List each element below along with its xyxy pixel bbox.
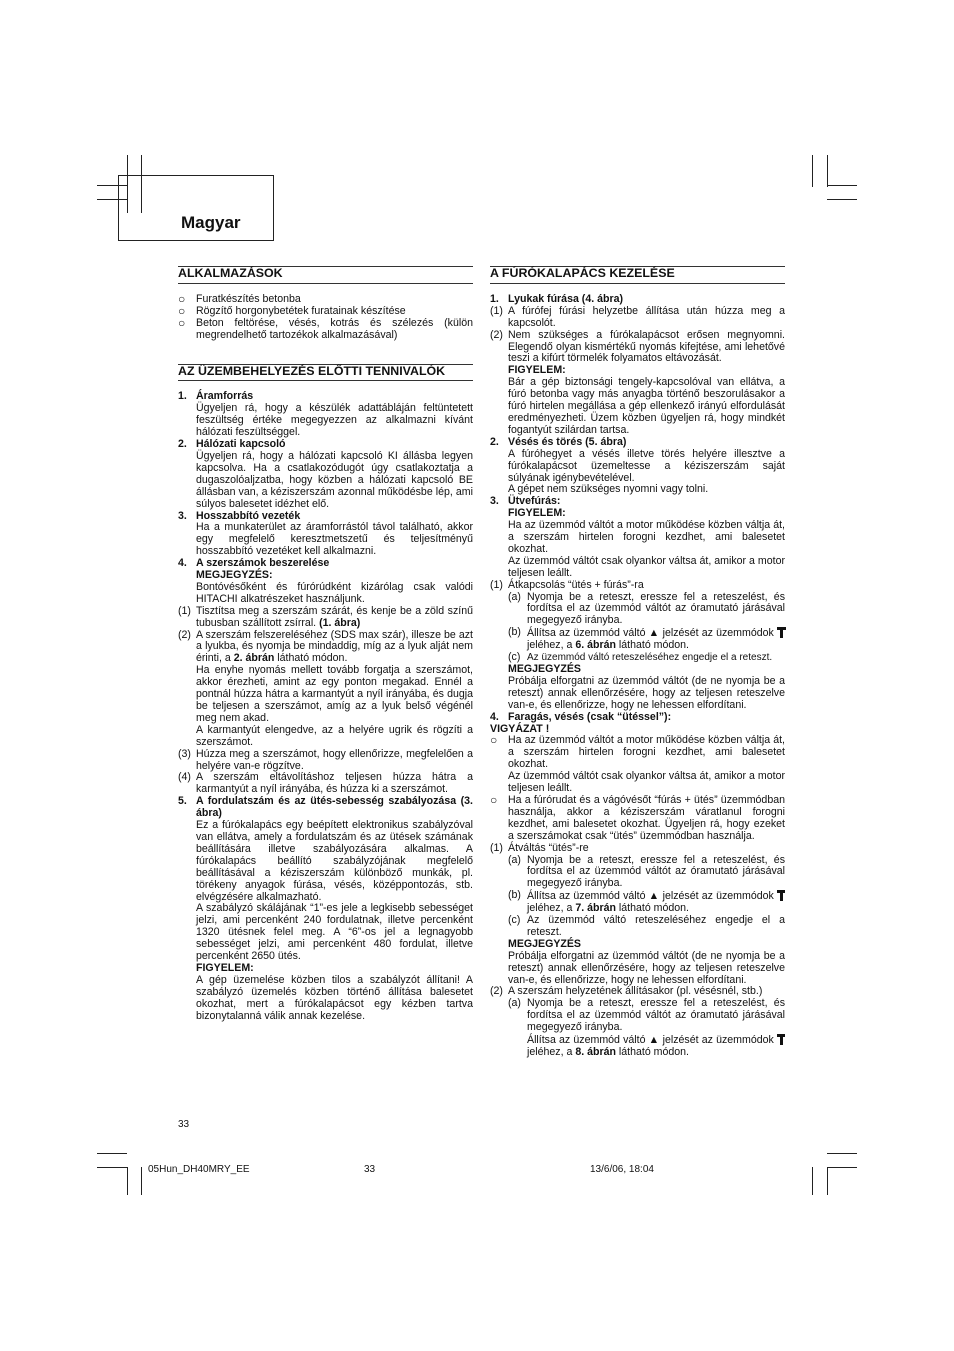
list-item: ○ Ha a fúrórudat és a vágóvésőt “fúrás + ütés” üzemmódban használja, akkor a kéziszerszám váratlanul forogni kezdhet, ami balesetet okozhat. Ügyeljen rá, hogy ezeket a szerszámokat csak “ütés” üzemmódban használja. xyxy=(490,792,785,842)
section-title: 2. Hálózati kapcsoló xyxy=(178,438,286,451)
hammer-mode-icon xyxy=(777,1034,785,1045)
list-item: (1) A fúrófej fúrási helyzetbe állítása után húzza meg a kapcsolót. xyxy=(490,304,785,329)
sheet-number: 33 xyxy=(364,1164,376,1175)
list-item: (1) Átváltás “ütés”-re xyxy=(490,841,589,854)
paragraph: Bontóvésőként és fúrórúdként kizárólag csak valódi HITACHI alkatrészeket használjunk. xyxy=(196,580,473,605)
crop-mark xyxy=(127,1167,128,1195)
paragraph: A gépet nem szükséges nyomni vagy tolni. xyxy=(508,483,709,496)
section-title: 1. Áramforrás xyxy=(178,390,254,403)
list-item: (b) Állítsa az üzemmód váltó ▲ jelzését az üzemmódok jeléhez, a 6. ábrán látható módon. xyxy=(508,627,785,652)
list-item: (1) Átkapcsolás “ütés + fúrás”-ra xyxy=(490,578,644,591)
crop-mark xyxy=(827,1167,828,1195)
section-title: 4. Faragás, vésés (csak “ütéssel”): xyxy=(490,710,672,723)
paragraph: Bár a gép biztonsági tengely-kapcsolóval van ellátva, a fúró betonba vagy más anyagba történő beszorulásakor a fúró hirtelen megállása a gép ellenkező irányú elfordulását eredményezheti. Üzem közben ügyeljen rá, hogy mindkét fogantyút szilárdan tartsa. xyxy=(508,376,785,436)
timestamp: 13/6/06, 18:04 xyxy=(590,1164,654,1175)
paragraph: A karmantyút elengedve, az a helyére ugrik és rögzíti a szerszámot. xyxy=(196,723,473,748)
list-item: (1) Tisztítsa meg a szerszám szárát, és kenje be a zöld színű tubusban szállított zsírral. (1. ábra) xyxy=(178,604,473,629)
left-column xyxy=(178,266,473,1022)
paragraph: Az üzemmód váltót csak olyankor váltsa át, amikor a motor teljesen leállt. xyxy=(508,554,785,579)
crop-mark xyxy=(827,199,857,200)
paragraph: Ügyeljen rá, hogy a készülék adattábláján feltüntetett feszültség értéke megegyezzen az alkalmazni kívánt hálózati feszültséggel. xyxy=(196,402,473,439)
list-item: (2) A szerszám helyzetének állításakor (pl. vésésnél, stb.) xyxy=(490,985,763,998)
paragraph: Ha a munkaterület az áramforrástól távol található, akkor egy megfelelő keresztmetszetű és teljesítményű hosszabbító vezetéket kell alkalmazni. xyxy=(196,521,473,558)
list-item: (4) A szerszám eltávolításhoz teljesen húzza hátra a karmantyút a nyíl irányába, és húzza ki a szerszámot. xyxy=(178,771,473,796)
section-title: 1. Lyukak fúrása (4. ábra) xyxy=(490,292,624,305)
list-item: (a) Nyomja be a reteszt, eressze fel a reteszelést, és fordítsa el az üzemmód váltót az óramutató járásával megegyező irányba. xyxy=(508,997,785,1034)
operation-heading: A FÚRÓKALAPÁCS KEZELÉSE xyxy=(490,266,785,284)
section-title: 3. Hosszabbító vezeték xyxy=(178,509,301,522)
paragraph: Ez a fúrókalapács egy beépített elektronikus szabályzóval van ellátva, amely a fordulatszám és az ütések számának beállítására illetve szabályozására alkalmas. A fúrókalapács beállító szabályzójának megfelelő beállításával a kéziszerszám különböző munkák, pl. törékeny anyagok fúrása, vésés, középpontozás, stb. elvégzésére alkalmazható. xyxy=(196,819,473,903)
list-item: (2) Nem szükséges a fúrókalapácsot erősen megnyomni. Elegendő olyan kismértékű nyomás kifejtése, ami lehetővé teszi a kifúrt törmelék folyamatos eltávozását. xyxy=(490,328,785,365)
section-title: 3. Ütvefúrás: xyxy=(490,495,561,508)
crop-mark xyxy=(812,155,813,187)
section-title: 2. Vésés és törés (5. ábra) xyxy=(490,435,627,448)
caution-label: FIGYELEM: xyxy=(508,364,566,377)
right-column xyxy=(490,266,785,1059)
page-number: 33 xyxy=(178,1119,190,1130)
list-item: (c) Az üzemmód váltó reteszeléséhez engedje el a reteszt. xyxy=(508,914,785,938)
list-item: ○ Beton feltörése, vésés, kotrás és szélezés (külön megrendelhető tartozékok alkalmazásával) xyxy=(178,315,473,341)
paragraph: Ügyeljen rá, hogy a hálózati kapcsoló KI állásba legyen kapcsolva. Ha a csatlakozódugót úgy csatlakoztatja a dugaszolóaljzatba, hogy közben a hálózati kapcsoló BE állásban van, a kéziszerszám azonnal működésbe lép, ami súlyos balesetet idézhet elő. xyxy=(196,449,473,510)
note-label: MEGJEGYZÉS: xyxy=(196,569,273,582)
paragraph: A fúróhegyet a vésés illetve törés helyére illesztve a fúrókalapácsot üzemeltesse a kéziszerszám saját súlyának igénybevételével. xyxy=(508,447,785,484)
paragraph: Ha az üzemmód váltót a motor működése közben váltja át, a szerszám hirtelen forogni kezdhet, ami balesetet okozhat. xyxy=(508,519,785,555)
paragraph: Állítsa az üzemmód váltó ▲ jelzését az üzemmódok jeléhez, a 8. ábrán látható módon. xyxy=(527,1034,785,1059)
applications-heading: ALKALMAZÁSOK xyxy=(178,266,473,284)
section-title: 5. A fordulatszám és az ütés-sebesség szabályozása (3. ábra) xyxy=(178,795,473,820)
list-item: (3) Húzza meg a szerszámot, hogy ellenőrizze, megfelelően a helyére van-e rögzítve. xyxy=(178,747,473,772)
section-title: 4. A szerszámok beszerelése xyxy=(178,557,330,570)
hammer-drill-mode-icon xyxy=(777,627,785,638)
list-item: (b) Állítsa az üzemmód váltó ▲ jelzését az üzemmódok jeléhez, a 7. ábrán látható módon. xyxy=(508,890,785,915)
note-label: MEGJEGYZÉS xyxy=(508,937,581,950)
paragraph: Ha enyhe nyomás mellett tovább forgatja a szerszámot, akkor érezheti, amint az egy ponton megakad. Ennél a pontnál húzza hátra a karmantyút a nyíl irányába, és dugja be teljesen a szerszámot, amíg az a lyuk belső végénél meg nem akad. xyxy=(196,664,473,724)
language-box xyxy=(118,175,274,241)
list-item: (2) A szerszám felszereléséhez (SDS max szár), illesze be azt a lyukba, és nyomja be mindaddig, míg az a lyuk alját nem érinti, a 2. ábrán látható módon. xyxy=(178,628,473,665)
list-item: (c) Az üzemmód váltó reteszeléséhez engedje el a reteszt. xyxy=(508,651,773,664)
list-item: ○ Ha az üzemmód váltót a motor működése közben váltja át, a szerszám hirtelen forogni kezdhet, ami balesetet okozhat. xyxy=(490,733,785,771)
crop-mark xyxy=(97,1153,127,1154)
language-label: Magyar xyxy=(181,213,241,232)
file-name: 05Hun_DH40MRY_EE xyxy=(148,1164,250,1175)
crop-mark xyxy=(812,1167,813,1195)
hammer-mode-icon xyxy=(777,890,785,901)
list-item: (a) Nyomja be a reteszt, eressze fel a reteszelést, és fordítsa el az üzemmód váltót az óramutató járásával megegyező irányba. xyxy=(508,590,785,627)
paragraph: A szabályzó skálájának “1”-es jele a legkisebb sebességet jelzi, ami percenként 240 fordulatnak, illetve percenként 1320 ütésnek felel meg. A “6”-os jel a legnagyobb sebességet jelzi, ami percenként 480 fordulat, illetve percenként 2650 ütés. xyxy=(196,902,473,963)
list-item: (a) Nyomja be a reteszt, eressze fel a reteszelést, és fordítsa el az üzemmód váltót az óramutató járásával megegyező irányba. xyxy=(508,853,785,890)
paragraph: Próbálja elforgatni az üzemmód váltót (de ne nyomja be a reteszt) annak ellenőrzésére, hogy az teljesen reteszelve van-e, és ellenőrizze, hogy ne lehessen elfordítani. xyxy=(508,949,785,986)
crop-mark xyxy=(827,1153,857,1154)
warning-label: VIGYÁZAT ! xyxy=(490,722,550,735)
paragraph: Próbálja elforgatni az üzemmód váltót (de ne nyomja be a reteszt) annak ellenőrzésére, hogy az teljesen reteszelve van-e, és ellenőrizze, hogy ne lehessen elfordítani. xyxy=(508,674,785,711)
paragraph: Az üzemmód váltót csak olyankor váltsa át, amikor a motor teljesen leállt. xyxy=(508,770,785,795)
list-item: ○ Furatkészítés betonba xyxy=(178,291,301,306)
preparation-heading: AZ ÜZEMBEHELYEZÉS ELŐTTI TENNIVALÓK xyxy=(178,364,473,382)
caution-label: FIGYELEM: xyxy=(508,507,566,520)
crop-mark xyxy=(827,185,857,186)
crop-mark xyxy=(827,155,828,187)
crop-mark xyxy=(97,1167,127,1168)
crop-mark xyxy=(827,1167,857,1168)
caution-label: FIGYELEM: xyxy=(196,961,254,974)
crop-mark xyxy=(141,1167,142,1195)
note-label: MEGJEGYZÉS xyxy=(508,663,581,675)
paragraph: A gép üzemelése közben tilos a szabályzót állítani! A szabályzó üzemelés közben történő állítása balesetet okozhat, mert a fúrókalapácsot egy kézben tartva bizonytalanná válik annak kezelése. xyxy=(196,973,473,1022)
list-item: ○ Rögzítő horgonybetétek furatainak készítése xyxy=(178,303,406,318)
